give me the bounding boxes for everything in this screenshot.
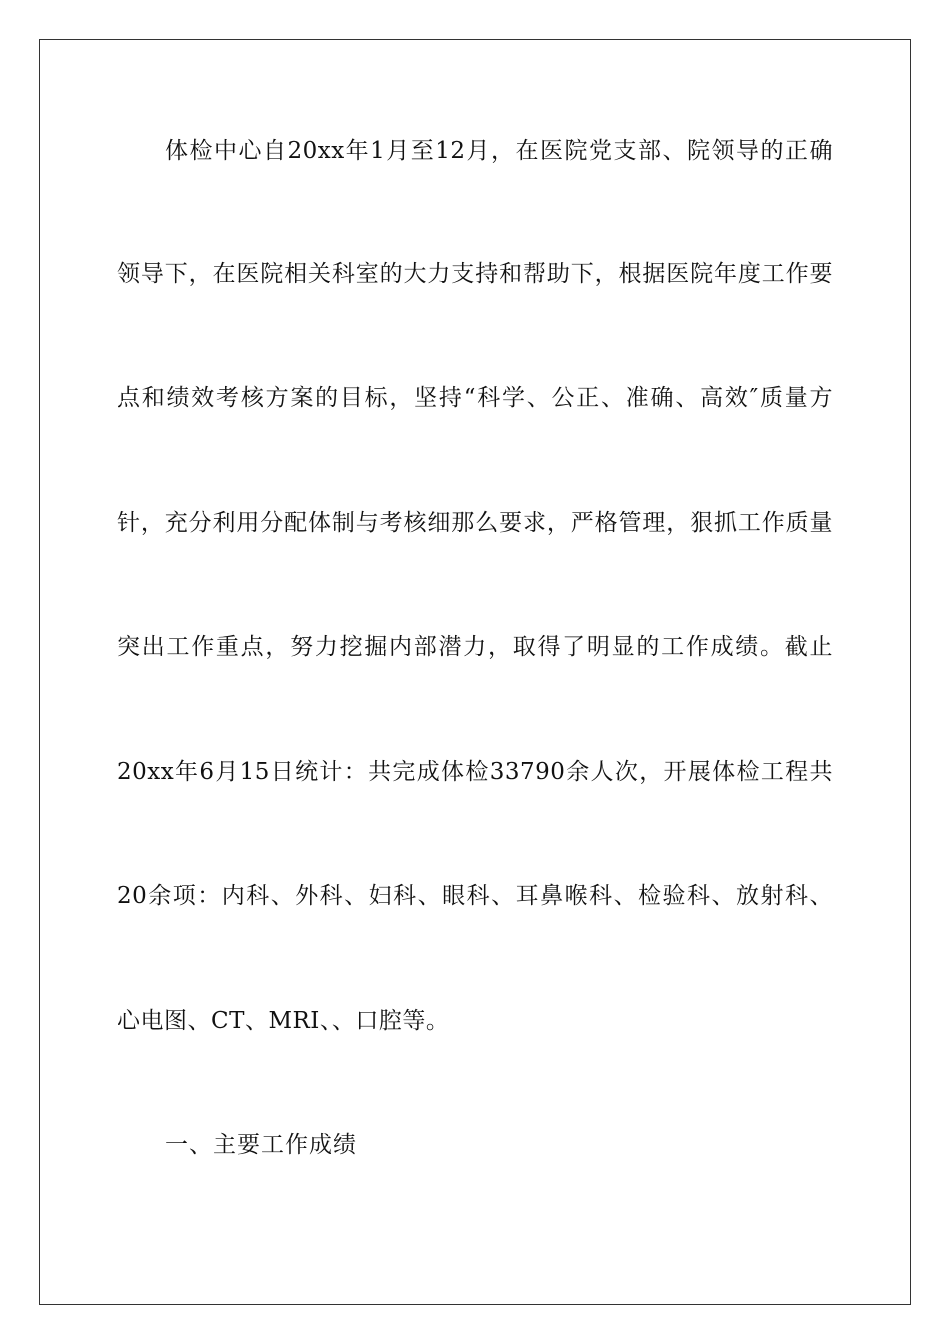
page-border — [39, 39, 911, 1305]
paragraph-line: 20余项：内科、外科、妇科、眼科、耳鼻喉科、检验科、放射科、 — [117, 883, 833, 909]
section-heading: 一、主要工作成绩 — [165, 1132, 357, 1158]
paragraph-line: 20xx年6月15日统计：共完成体检33790余人次，开展体检工程共 — [117, 759, 833, 785]
paragraph-line: 针，充分利用分配体制与考核细那么要求，严格管理，狠抓工作质量 — [117, 510, 833, 536]
paragraph-line: 点和绩效考核方案的目标，坚持“科学、公正、准确、高效″质量方 — [117, 385, 833, 411]
paragraph-line: 突出工作重点，努力挖掘内部潜力，取得了明显的工作成绩。截止 — [117, 634, 833, 660]
paragraph-line: 领导下，在医院相关科室的大力支持和帮助下，根据医院年度工作要 — [117, 261, 833, 287]
paragraph-line: 心电图、CT、MRI、、口腔等。 — [117, 1008, 450, 1034]
paragraph-line: 体检中心自20xx年1月至12月，在医院党支部、院领导的正确 — [165, 138, 833, 164]
